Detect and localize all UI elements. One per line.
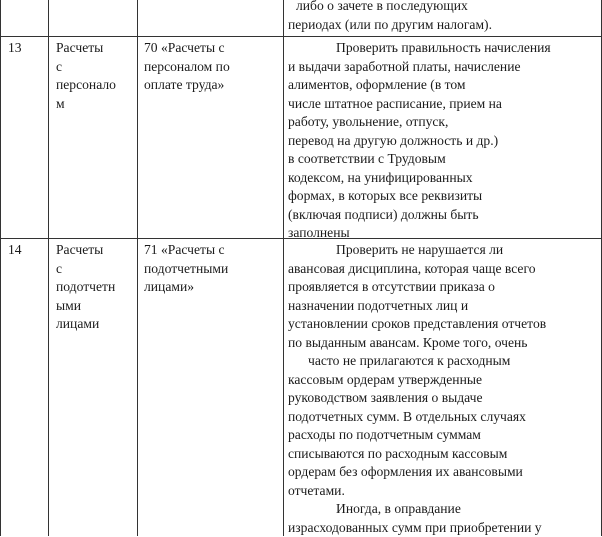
text-line: отчетами. [288,482,596,501]
text-line: с [56,58,130,77]
text-line: периодах (или по другим налогам). [288,16,596,35]
text-line: ордерам без оформления их авансовыми [288,463,596,482]
text-line: Расчеты [56,39,130,58]
text-line: кодексом, на унифицированных [288,169,596,188]
text-line: Проверить правильность начисления [288,39,596,58]
text-line: авансовая дисциплина, которая чаще всего [288,260,596,279]
row-name [56,241,130,334]
row-number: 14 [8,241,22,260]
text-line: в соответствии с Трудовым [288,150,596,169]
text-line: с [56,260,130,279]
text-line: персоналом по [144,58,282,77]
text-line: списываются по расходным кассовым [288,445,596,464]
row-description [288,241,596,537]
text-line: (включая подписи) должны быть [288,206,596,225]
text-line: Иногда, в оправдание [288,500,596,519]
text-line: установлении сроков представления отчетов [288,315,596,334]
table-column-divider [137,0,138,536]
row-name [56,39,130,113]
row-account [144,39,282,95]
text-line: руководством заявления о выдаче [288,389,596,408]
text-line: подотчетными [144,260,282,279]
text-line: перевод на другую должность и др.) [288,132,596,151]
table-row-divider [0,36,602,37]
text-line: подотчетн [56,278,130,297]
text-line: числе штатное расписание, прием на [288,95,596,114]
text-line: подотчетных сумм. В отдельных случаях [288,408,596,427]
text-line: алиментов, оформление (в том [288,76,596,95]
text-line: назначении подотчетных лиц и [288,297,596,316]
text-line: часто не прилагаются к расходным [288,352,596,371]
text-line: лицами» [144,278,282,297]
text-line: ыми [56,297,130,316]
text-line: проявляется в отсутствии приказа о [288,278,596,297]
row-number: 13 [8,39,22,58]
text-line: либо о зачете в последующих [288,0,596,16]
row-account [144,241,282,297]
text-line: 70 «Расчеты с [144,39,282,58]
table-column-divider [48,0,49,536]
text-line: и выдачи заработной платы, начисление [288,58,596,77]
top-fragment-text [288,0,596,34]
text-line: м [56,95,130,114]
text-line: Проверить не нарушается ли [288,241,596,260]
text-line: расходы по подотчетным суммам [288,426,596,445]
text-line: персонало [56,76,130,95]
text-line: кассовым ордерам утвержденные [288,371,596,390]
text-line: по выданным авансам. Кроме того, очень [288,334,596,353]
table-border-left [0,0,1,536]
text-line: лицами [56,315,130,334]
text-line: формах, в которых все реквизиты [288,187,596,206]
text-line: работу, увольнение, отпуск, [288,113,596,132]
text-line: заполнены [288,224,596,243]
text-line: 71 «Расчеты с [144,241,282,260]
text-line: израсходованных сумм при приобретении у [288,519,596,537]
table-column-divider [283,0,284,536]
text-line: оплате труда» [144,76,282,95]
row-description [288,39,596,243]
text-line: Расчеты [56,241,130,260]
